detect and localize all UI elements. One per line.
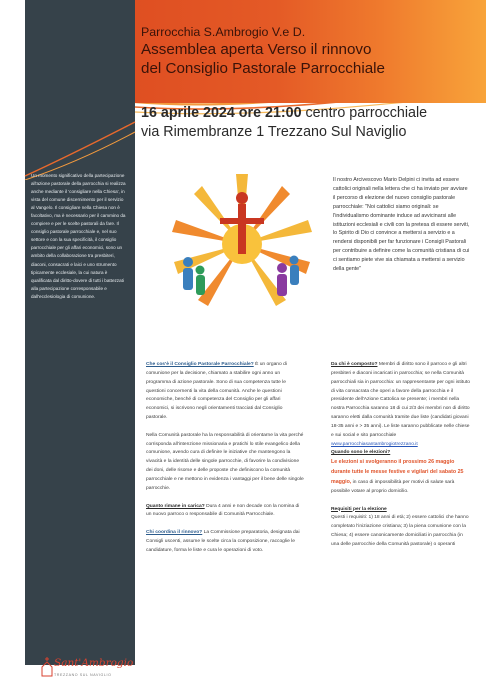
faq-question: Chi coordina il rinnovo? bbox=[146, 530, 203, 536]
faq-question: Quando sono le elezioni? bbox=[331, 450, 391, 456]
website-line bbox=[331, 441, 472, 450]
faq-question: Quanto rimane in carica? bbox=[146, 503, 205, 509]
parish-name: Parrocchia S.Ambrogio V.e D. bbox=[141, 25, 306, 39]
page-title-line2: del Consiglio Pastorale Parrocchiale bbox=[141, 60, 385, 77]
election-note: in caso di impossibilità per motivi di salute sarà possibile votare al proprio domicilio. bbox=[331, 479, 455, 494]
faq-requirements: Questi i requisiti: 1) 18 anni di età; 2) essere cattolici che hanno completato l'iniziazione cristiana; 3) la piena comunione con la Chiesa; 4) essere canonicamente domiciliati in parrocchia (in una delle parrocchie della Comunità pastorale) o operanti bbox=[331, 515, 469, 547]
archbishop-quote: Il nostro Arcivescovo Mario Delpini ci invita ad essere cattolici originali nella lettera che ci ha inviato per avviare il percorso di elezione del nuovo consiglio pastorale parrocchiale: "Noi cattolici siamo originali: se l'individualismo dominante induce ad avvicinarsi alle istituzioni ecclesiali e civili con la pretesa di essere serviti, lo Spirito di Dio ci convince a mettersi a servizio e a rendersi disponibili per far funzionare i Consigli Pastorali per contribuire a definire come la comunità cristiana di cui ci sentiamo piete vive sia chiamata a mettersi a servizio della gente" bbox=[333, 177, 470, 273]
faq-column-right bbox=[331, 361, 472, 550]
faq-elections-heading bbox=[331, 449, 472, 458]
faq-composition bbox=[331, 361, 472, 441]
faq-answer: Dura 4 anni e non decade con la nomina di un nuovo parroco o responsabile di Comunità Parrocchiale. bbox=[146, 503, 300, 518]
faq-paragraph: Nella Comunità pastorale ha la responsabilità di orientarne la vita perché corrisponda all'intenzione missionaria e pratichi lo stile evangelico della comunione, avendo cura di definire le iniziative che mantengono la vivacità e la identità delle singole parrocchie, di favorire la condivisione dei doni, delle risorse e delle proposte che definiscono la comunità parrocchiale e ne mettono in evidenza i vantaggi per il bene delle singole parrocchie. bbox=[146, 432, 304, 491]
faq-term bbox=[146, 503, 304, 521]
holy-spirit-illustration bbox=[170, 172, 315, 317]
header-banner bbox=[135, 0, 486, 103]
event-address: via Rimembranze 1 Trezzano Sul Naviglio bbox=[141, 124, 407, 140]
faq-coordinator bbox=[146, 529, 304, 556]
faq-answer: È un organo di comunione per la decisione, chiamato a stabilire ogni anno un programma di azione pastorale. Sono di sua competenza tutte le questioni concernenti la vita della comunità. Anche le questioni economiche, benché di competenza del Consiglio per gli affari economici, si iscrivono negli orientamenti tracciati dal Consiglio pastorale. bbox=[146, 362, 287, 421]
event-venue: centro parrocchiale bbox=[301, 105, 428, 121]
faq-requirements-heading bbox=[331, 506, 472, 515]
faq-elections bbox=[331, 458, 472, 496]
event-date: 16 aprile 2024 ore 21:00 bbox=[141, 105, 302, 121]
church-icon bbox=[40, 657, 54, 677]
logo-text: Sant'Ambrogio bbox=[54, 657, 134, 669]
parish-logo bbox=[40, 655, 134, 685]
sidebar-intro-text: Un momento significativo della partecipazione all'azione pastorale della parrocchia si realizza anche mediante il 'consigliare nella Chiesa', in vista del comune discernimento per il servizio al Vangelo. Il consigliare nella Chiesa non è facoltativo, ma è necessario per il cammino da compiere e per le scelte pastorali da fare. Il consiglio pastorale parrocchiale e, nel suo settore e con la sua specificità, il consiglio parrocchiale per gli affari economici, sono un ambito della collaborazione tra presbiteri, diaconi, consacrati e laici e uno strumento tipicamente ecclesiale, la cui natura è qualificata dal diritto-dovere di tutti i battezzati alla partecipazione corresponsabile e dall'ecclesiologia di comunione. bbox=[31, 173, 126, 299]
election-intro: Le elezioni si svolgeranno il prossimo bbox=[331, 459, 429, 466]
faq-what bbox=[146, 361, 304, 423]
parish-website-link[interactable]: www.parrocchiasantambrogiotrezzano.it bbox=[331, 441, 418, 447]
logo-subtitle: TREZZANO SUL NAVIGLIO bbox=[54, 673, 112, 677]
faq-question: Da chi è composto? bbox=[331, 362, 378, 367]
election-dates: 26 maggio durante tutte le messe festive e vigilari del sabato 25 maggio, bbox=[331, 459, 464, 485]
faq-answer: Membri di diritto sono il parroco e gli altri presbiteri e diaconi incaricati in parrocchia; se nella Comunità parrocchiali sia in parrocchia: un rappresentante per ogni istituto di vita consacrata che operi a favore della parrocchia e il presidente dell'Azione Cattolica se presente; i membri nella nostra Parrocchia saranno 18 di cui 2/3 dei membri non di diritto saranno eletti dalla comunità tramite due liste (candidati giovani 18-35 anni e > 35 anni). Le liste saranno pubblicate nelle chiese e sui social e sito parrocchiale bbox=[331, 362, 470, 438]
faq-answer: La Commissione preparatoria, designata dai Consigli uscenti, assume le scelte circa la composizione, raccoglie le candidature, forma le liste e cura le operazioni di voto. bbox=[146, 530, 300, 553]
faq-column-left bbox=[146, 361, 304, 556]
faq-question: Che cos'è il Consiglio Pastorale Parrocchiale? bbox=[146, 362, 254, 367]
faq-question: Requisiti per la elezione bbox=[331, 506, 387, 512]
page-title: Assemblea aperta Verso il rinnovo bbox=[141, 41, 372, 58]
event-date-line bbox=[141, 105, 427, 121]
